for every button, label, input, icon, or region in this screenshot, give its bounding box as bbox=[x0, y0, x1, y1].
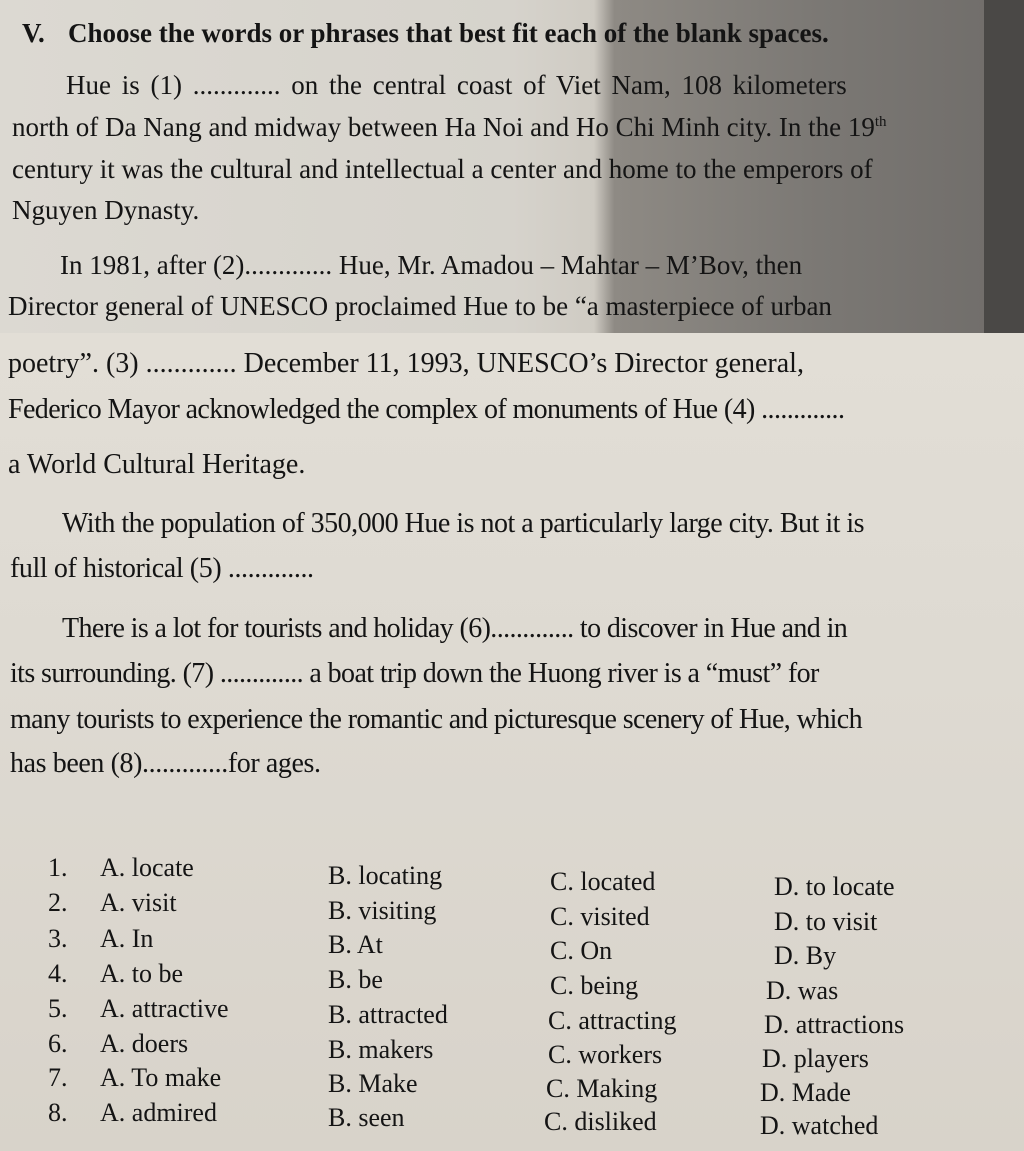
passage-line: a World Cultural Heritage. bbox=[8, 449, 306, 480]
option-a: A. visit bbox=[100, 888, 177, 917]
option-c: C. visited bbox=[550, 902, 650, 931]
option-c: C. being bbox=[550, 971, 639, 1000]
question-number: 3. bbox=[48, 924, 68, 953]
option-b: B. makers bbox=[328, 1035, 434, 1064]
superscript-th: th bbox=[874, 114, 887, 130]
question-number: 5. bbox=[48, 994, 68, 1023]
option-a: A. In bbox=[100, 924, 154, 953]
passage-line: century it was the cultural and intellectual a center and home to the emperors of bbox=[12, 154, 873, 184]
passage-line: There is a lot for tourists and holiday (6)............. to discover in Hue and in bbox=[62, 613, 848, 644]
option-b: B. be bbox=[328, 965, 383, 994]
option-d: D. players bbox=[762, 1044, 869, 1073]
option-d: D. was bbox=[766, 976, 839, 1005]
question-number: 7. bbox=[48, 1063, 68, 1092]
shadow-edge bbox=[984, 0, 1024, 335]
option-b: B. attracted bbox=[328, 1000, 448, 1029]
passage-line: many tourists to experience the romantic and picturesque scenery of Hue, which bbox=[10, 704, 863, 735]
option-c: C. disliked bbox=[544, 1107, 657, 1136]
option-a: A. attractive bbox=[100, 994, 229, 1023]
option-d: D. Made bbox=[760, 1078, 851, 1107]
option-d: D. to locate bbox=[774, 872, 895, 901]
question-number: 6. bbox=[48, 1029, 68, 1058]
passage-line: north of Da Nang and midway between Ha Noi and Ho Chi Minh city. In the 19th bbox=[12, 112, 887, 142]
passage-line: Director general of UNESCO proclaimed Hue to be “a masterpiece of urban bbox=[8, 291, 832, 321]
option-a: A. doers bbox=[100, 1029, 189, 1058]
passage-line: full of historical (5) ............. bbox=[10, 553, 314, 584]
passage-line: its surrounding. (7) ............. a boat trip down the Huong river is a “must” for bbox=[10, 658, 819, 689]
option-b: B. seen bbox=[328, 1103, 405, 1132]
question-number: 8. bbox=[48, 1098, 68, 1127]
option-d: D. watched bbox=[760, 1111, 879, 1140]
option-d: D. to visit bbox=[774, 907, 878, 936]
option-d: D. attractions bbox=[764, 1010, 905, 1039]
passage-line: With the population of 350,000 Hue is not a particularly large city. But it is bbox=[62, 508, 865, 539]
question-number: 1. bbox=[48, 853, 68, 882]
passage-line: poetry”. (3) ............. December 11, 1993, UNESCO’s Director general, bbox=[8, 348, 804, 379]
option-a: A. to be bbox=[100, 959, 184, 988]
section-instruction: Choose the words or phrases that best fit each of the blank spaces. bbox=[68, 18, 829, 48]
option-c: C. Making bbox=[546, 1074, 658, 1103]
option-c: C. located bbox=[550, 867, 656, 896]
option-a: A. To make bbox=[100, 1063, 222, 1092]
option-c: C. workers bbox=[548, 1040, 663, 1069]
option-b: B. At bbox=[328, 930, 383, 959]
option-c: C. On bbox=[550, 936, 613, 965]
option-b: B. Make bbox=[328, 1069, 418, 1098]
option-c: C. attracting bbox=[548, 1006, 677, 1035]
passage-line: has been (8).............for ages. bbox=[10, 748, 321, 779]
option-b: B. locating bbox=[328, 861, 443, 890]
passage-line: Federico Mayor acknowledged the complex of monuments of Hue (4) ............. bbox=[8, 394, 845, 425]
section-number: V. bbox=[22, 18, 45, 48]
question-number: 2. bbox=[48, 888, 68, 917]
question-number: 4. bbox=[48, 959, 68, 988]
passage-line: Hue is (1) ............. on the central coast of Viet Nam, 108 kilometers bbox=[66, 70, 847, 100]
option-a: A. admired bbox=[100, 1098, 217, 1127]
option-a: A. locate bbox=[100, 853, 194, 882]
passage-line: In 1981, after (2)............. Hue, Mr. Amadou – Mahtar – M’Bov, then bbox=[60, 250, 803, 280]
passage-line: Nguyen Dynasty. bbox=[12, 195, 200, 225]
option-b: B. visiting bbox=[328, 896, 437, 925]
option-d: D. By bbox=[774, 941, 837, 970]
